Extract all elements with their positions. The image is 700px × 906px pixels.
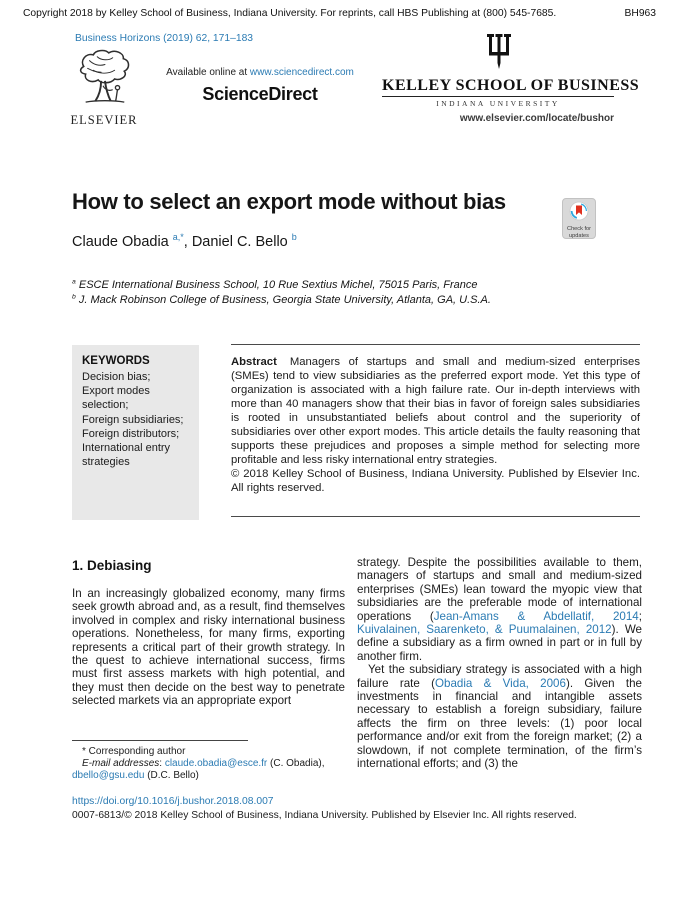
keyword-item: International entry strategies <box>82 442 171 469</box>
inline-link[interactable]: Kuivalainen, Saarenketo, & Puumalainen, 2012 <box>357 623 612 637</box>
inline-link[interactable]: Jean-Amans & Abdellatif, 2014 <box>433 609 639 623</box>
corresponding-author-note: * Corresponding author <box>82 746 186 757</box>
author-line <box>72 234 297 250</box>
elsevier-wordmark: ELSEVIER <box>70 113 138 127</box>
email-addresses-note <box>72 758 345 782</box>
text-run: (C. Obadia), <box>267 758 325 769</box>
body-paragraph <box>357 663 642 770</box>
reprint-header <box>23 8 656 19</box>
abstract-text: Managers of startups and small and medium-sized enterprises (SMEs) tend to view subsidiaries as the preferred export mode. Yet this type of organization is associated with a high failure rate. Our in-depth interviews with more than 40 managers show that their bias in favor of foreign sales subsidiaries is rooted in unsubstantiated beliefs about control and the superiority of subsidiaries over other export modes. This article details the faulty reasoning that supports these prejudices and proposes a simple method for selecting more profitable and less risky international entry strategies. <box>231 356 640 466</box>
text-run: ESCE International Business School, 10 Rue Sextius Michel, 75015 Paris, France <box>75 279 478 291</box>
indiana-university-trident-icon <box>487 34 511 70</box>
text-run: : <box>159 758 165 769</box>
article-title: How to select an export mode without bias <box>72 189 506 214</box>
abstract-section <box>231 344 640 495</box>
keyword-item: Decision bias; <box>82 371 151 383</box>
inline-link[interactable]: claude.obadia@esce.fr <box>164 758 268 769</box>
journal-homepage-link[interactable]: www.elsevier.com/locate/bushor <box>459 113 614 124</box>
author-superscript: b <box>291 232 297 243</box>
text-run: Available online at <box>166 67 250 78</box>
section-heading: 1. Debiasing <box>72 558 152 573</box>
affiliation-superscript: b <box>72 292 76 300</box>
body-paragraph: In an increasingly globalized economy, many firms seek growth abroad and, as a result, find themselves involved in complex and risky international business operations. Nonetheless, for many firms, exporting represents a critical part of their growth strategy. In the quest to achieve international success, firms must first assess markets with high potential, and they must then decide on the best way to penetrate selected markets via an appropriate export <box>72 587 345 708</box>
text-run: ). We define a subsidiary as a firm owned in part or in full by another firm. <box>357 623 642 663</box>
keywords-heading: KEYWORDS <box>82 355 150 367</box>
sciencedirect-logo[interactable]: ScienceDirect <box>202 84 318 104</box>
footnote-block <box>72 740 345 782</box>
text-run: ). Given the investments in financial and intangible assets necessary to establish a foreign subsidiary, failure affects the firm on three levels: (1) poor local performance and/or exit from the foreign market; (2) a slowdown, if not complete termination, of the firm’s international efforts; and (3) the <box>357 676 642 771</box>
text-run: strategy. Despite the possibilities available to them, managers of startups and small and medium-sized enterprises (SMEs) lean toward the myopic view that subsidiaries are the preferable mode of international operations ( <box>357 556 642 623</box>
italic-run: E-mail addresses <box>82 758 160 769</box>
keyword-item: Foreign distributors; <box>82 427 180 440</box>
copyright-notice: Copyright 2018 by Kelley School of Business, Indiana University. For reprints, call HBS Publishing at (800) 545-7685. <box>23 8 557 19</box>
body-column-left <box>72 558 345 708</box>
text-run: ; <box>638 609 642 623</box>
affiliation-b <box>72 293 491 308</box>
abstract-label: Abstract <box>231 356 277 368</box>
text-run: (D.C. Bello) <box>144 770 199 781</box>
document-code: BH963 <box>624 8 656 19</box>
inline-link[interactable]: Obadia & Vida, 2006 <box>434 676 566 690</box>
available-online-line <box>119 67 401 78</box>
keyword-item: Export modes selection; <box>82 385 150 412</box>
body-column-right <box>357 556 642 771</box>
kelley-divider <box>382 96 614 97</box>
abstract-paragraph <box>231 355 640 467</box>
footnote-divider <box>72 740 248 741</box>
check-for-updates-label-line1: Check for <box>567 226 591 232</box>
text-run: Claude Obadia <box>72 234 173 250</box>
body-paragraph <box>357 556 642 663</box>
inline-link[interactable]: dbello@gsu.edu <box>72 770 145 781</box>
keywords-box <box>72 345 199 520</box>
text-run: Yet the subsidiary strategy is associated with a high failure rate ( <box>357 663 642 690</box>
keyword-item: Foreign subsidiaries; <box>82 413 184 426</box>
text-run: J. Mack Robinson College of Business, Georgia State University, Atlanta, GA, U.S.A. <box>75 293 491 306</box>
indiana-university-label: INDIANA UNIVERSITY <box>436 99 560 108</box>
check-for-updates-label-line2: updates <box>569 232 589 239</box>
author-superscript: a,* <box>172 232 184 243</box>
issn-copyright-line: 0007-6813/© 2018 Kelley School of Business, Indiana University. Published by Elsevier Inc. All rights reserved. <box>72 810 577 821</box>
journal-reference-link[interactable]: Business Horizons (2019) 62, 171–183 <box>75 33 254 44</box>
crossmark-icon <box>569 201 589 221</box>
text-run: , Daniel C. Bello <box>183 234 292 250</box>
kelley-school-wordmark: KELLEY SCHOOL OF BUSINESS <box>382 77 640 94</box>
affiliation-a <box>72 278 491 293</box>
check-for-updates-badge[interactable] <box>562 198 596 239</box>
affiliations <box>72 278 491 307</box>
abstract-copyright: © 2018 Kelley School of Business, Indiana University. Published by Elsevier Inc. All rights reserved. <box>231 468 640 494</box>
doi-link[interactable]: https://doi.org/10.1016/j.bushor.2018.08.007 <box>72 796 274 807</box>
inline-link[interactable]: www.sciencedirect.com <box>249 67 354 78</box>
abstract-bottom-divider <box>231 516 640 517</box>
affiliation-superscript: a <box>72 278 76 286</box>
